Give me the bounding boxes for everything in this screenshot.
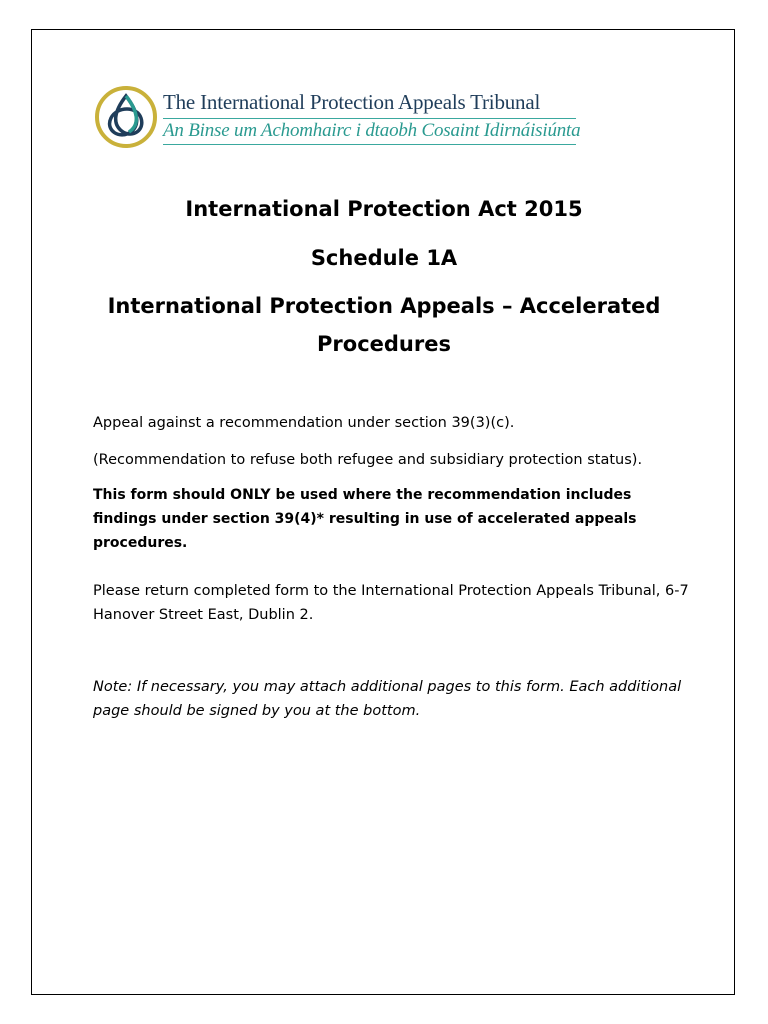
usage-warning: This form should ONLY be used where the recommendation includes findings under section 39(4)* resulting in use of accelerated appeals procedures.	[93, 487, 637, 551]
logo-divider	[163, 118, 576, 119]
tribunal-name-english: The International Protection Appeals Tribunal	[163, 90, 541, 114]
tribunal-logo	[93, 84, 593, 150]
return-address: Please return completed form to the International Protection Appeals Tribunal, 6-7 Hanover Street East, Dublin 2.	[93, 583, 689, 623]
tribunal-name-irish: An Binse um Achomhairc i dtaobh Cosaint Idirnáisiúnta	[163, 120, 581, 141]
logo-underline	[163, 144, 576, 145]
schedule-heading: Schedule 1A	[310, 246, 458, 270]
act-heading: International Protection Act 2015	[185, 197, 583, 221]
attachment-note: Note: If necessary, you may attach additional pages to this form. Each additional page should be signed by you at the bottom.	[93, 679, 682, 719]
appeal-statement: Appeal against a recommendation under section 39(3)(c).	[93, 415, 515, 431]
recommendation-statement: (Recommendation to refuse both refugee and subsidiary protection status).	[93, 452, 643, 468]
form-title: International Protection Appeals – Accelerated Procedures	[107, 294, 661, 356]
triquetra-knot-icon	[93, 84, 159, 150]
